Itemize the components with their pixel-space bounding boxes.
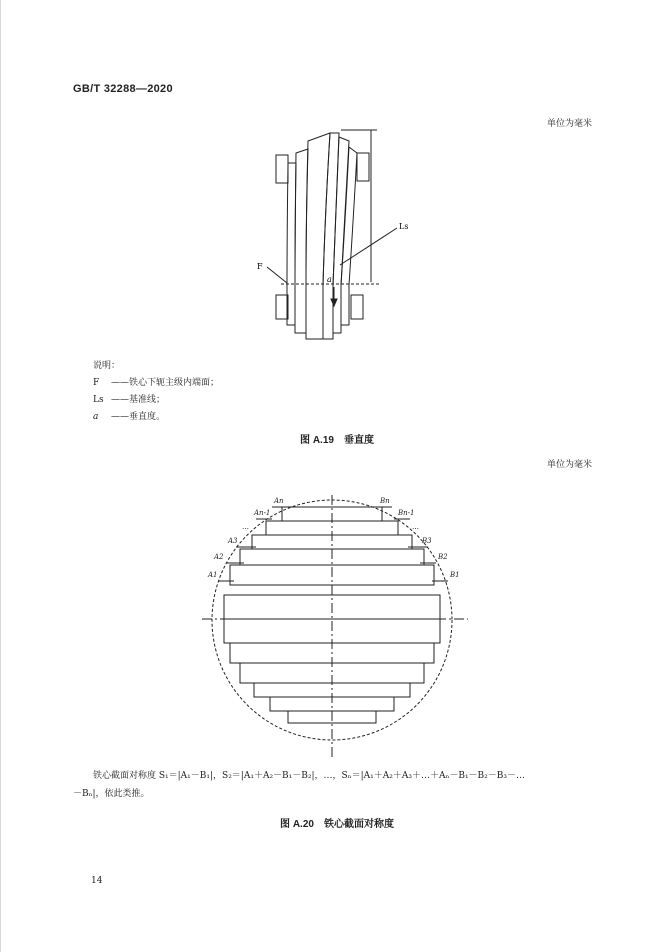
page-number: 14 — [91, 876, 103, 886]
legend-desc: ——基准线； — [111, 395, 166, 405]
arrow-down-icon — [331, 299, 337, 306]
legend-item-a — [93, 409, 219, 426]
lamination-3 — [306, 133, 330, 339]
label-B1: B1 — [450, 571, 460, 579]
label-Ls: Ls — [399, 222, 409, 231]
legend-symbol: F — [93, 378, 100, 388]
label-A2: A2 — [214, 553, 224, 561]
unit-note-a19: 单位为毫米 — [546, 119, 592, 129]
upper-right-block — [357, 153, 369, 181]
label-A1: A1 — [208, 571, 218, 579]
figure-a20-caption: 图 A.20 铁心截面对称度 — [280, 819, 394, 830]
symmetry-formula-line-1: 铁心截面对称度 S₁＝|A₁－B₁|，S₂＝|A₁＋A₂－B₁－B₂|，…，Sₙ＝|A₁＋A₂＋A₃＋…＋Aₙ－B₁－B₂－B₃－… — [93, 771, 525, 781]
legend-desc: ——垂直度。 — [111, 412, 166, 422]
lower-left-block — [276, 295, 288, 319]
legend-item-F — [93, 375, 219, 392]
label-B3: B3 — [422, 537, 432, 545]
label-dots-left: … — [242, 523, 249, 531]
leader-F — [267, 267, 287, 283]
figure-a19-caption: 图 A.19 垂直度 — [300, 435, 374, 446]
symmetry-formula-line-2: －Bₙ|，依此类推。 — [73, 789, 150, 799]
label-Bn: Bn — [380, 497, 390, 505]
legend-symbol: Ls — [93, 395, 104, 405]
label-a: a — [327, 275, 332, 284]
legend-title: 说明： — [93, 361, 121, 371]
unit-note-a20: 单位为毫米 — [546, 460, 592, 470]
figure-a20-core-section-drawing — [196, 485, 476, 760]
leader-Ls — [340, 228, 397, 265]
lower-right-block — [351, 295, 363, 319]
label-F: F — [257, 262, 263, 271]
standard-number: GB/T 32288—2020 — [73, 83, 173, 95]
legend-symbol: a — [93, 412, 99, 422]
label-An-1: An-1 — [254, 509, 271, 517]
figure-a19-perpendicularity-drawing — [251, 125, 431, 350]
legend-desc: ——铁心下轭主级内端面； — [111, 378, 220, 388]
upper-left-block — [276, 155, 288, 183]
label-A3: A3 — [228, 537, 238, 545]
lamination-4 — [323, 133, 339, 339]
label-B2: B2 — [438, 553, 448, 561]
label-Bn-1: Bn-1 — [398, 509, 415, 517]
legend-item-Ls — [93, 392, 219, 409]
figure-a19-legend — [93, 358, 219, 426]
label-dots-right: … — [412, 523, 419, 531]
label-An: An — [274, 497, 284, 505]
